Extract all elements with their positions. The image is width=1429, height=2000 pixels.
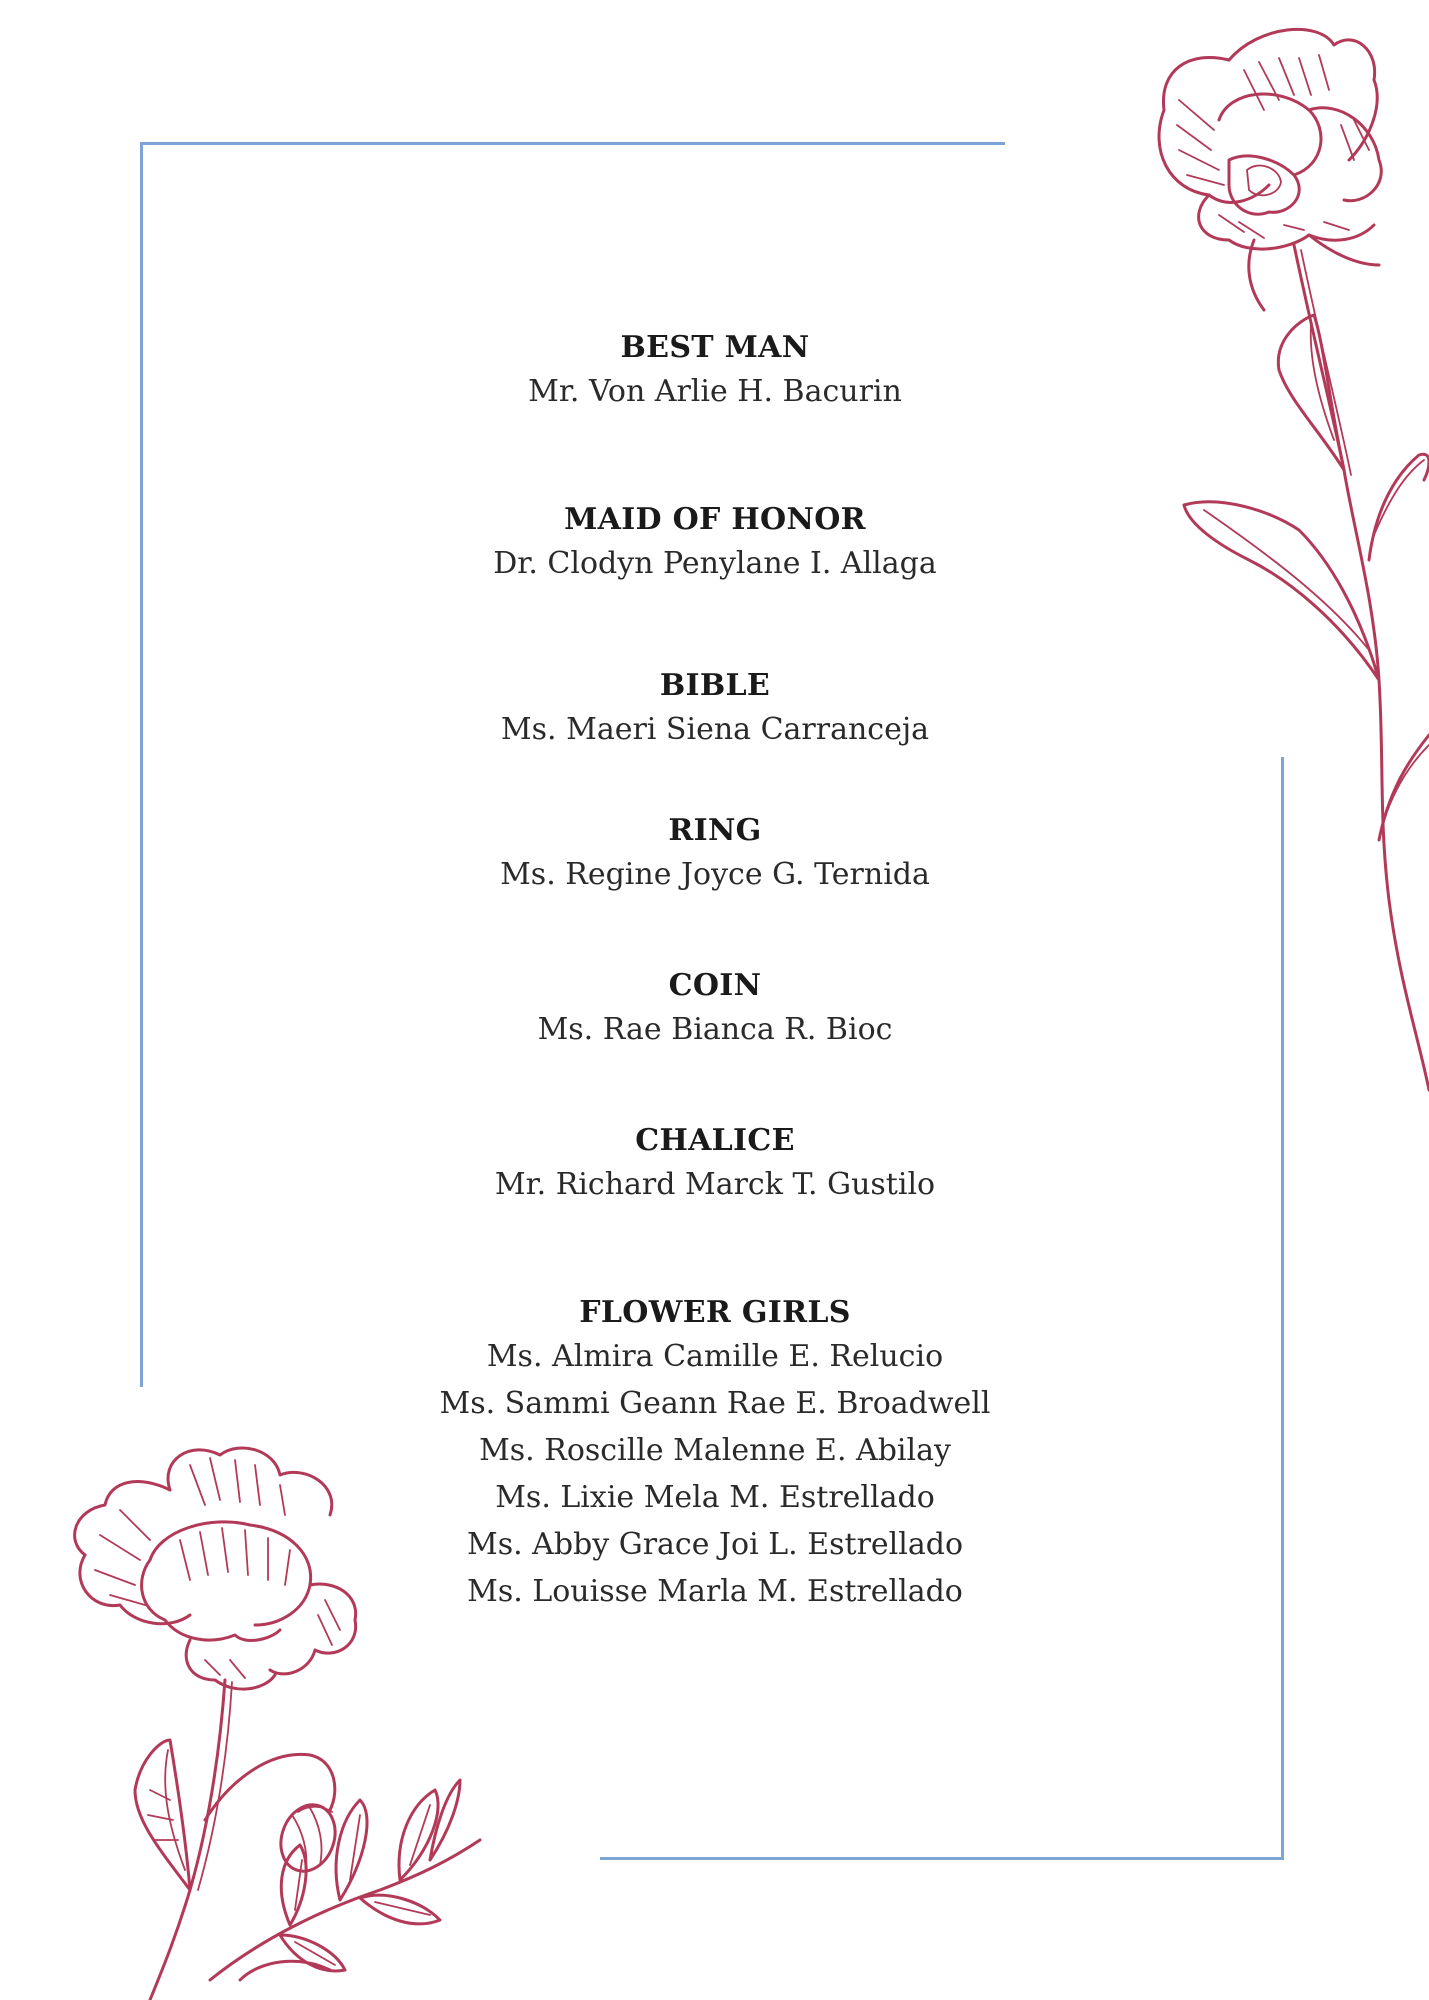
role-name: Ms. Abby Grace Joi L. Estrellado bbox=[466, 1527, 964, 1562]
role-coin bbox=[315, 966, 1115, 1053]
role-title: BIBLE bbox=[659, 668, 771, 703]
role-title: CHALICE bbox=[635, 1123, 795, 1158]
role-title: RING bbox=[668, 813, 762, 848]
role-maid-of-honor bbox=[315, 500, 1115, 587]
role-bible bbox=[315, 666, 1115, 753]
role-chalice bbox=[315, 1121, 1115, 1208]
participants-list bbox=[315, 0, 1115, 2000]
role-best-man bbox=[315, 328, 1115, 415]
role-title: FLOWER GIRLS bbox=[579, 1295, 851, 1330]
role-ring bbox=[315, 811, 1115, 898]
role-name: Dr. Clodyn Penylane I. Allaga bbox=[493, 546, 937, 581]
role-name: Mr. Richard Marck T. Gustilo bbox=[494, 1167, 936, 1202]
role-name: Ms. Maeri Siena Carranceja bbox=[500, 712, 930, 747]
role-title: MAID OF HONOR bbox=[564, 502, 866, 537]
role-name: Ms. Sammi Geann Rae E. Broadwell bbox=[439, 1386, 991, 1421]
role-name: Mr. Von Arlie H. Bacurin bbox=[528, 374, 902, 409]
frame-left-line bbox=[140, 142, 143, 1387]
role-name: Ms. Rae Bianca R. Bioc bbox=[537, 1012, 893, 1047]
role-title: COIN bbox=[668, 968, 762, 1003]
role-flower-girls bbox=[315, 1293, 1115, 1615]
role-name: Ms. Lixie Mela M. Estrellado bbox=[495, 1480, 935, 1515]
role-name: Ms. Louisse Marla M. Estrellado bbox=[467, 1574, 963, 1609]
role-name: Ms. Regine Joyce G. Ternida bbox=[500, 857, 930, 892]
poppy-flower-top-right-icon bbox=[1079, 0, 1429, 1100]
role-title: BEST MAN bbox=[620, 330, 810, 365]
role-name: Ms. Almira Camille E. Relucio bbox=[486, 1339, 944, 1374]
role-name: Ms. Roscille Malenne E. Abilay bbox=[479, 1433, 951, 1468]
